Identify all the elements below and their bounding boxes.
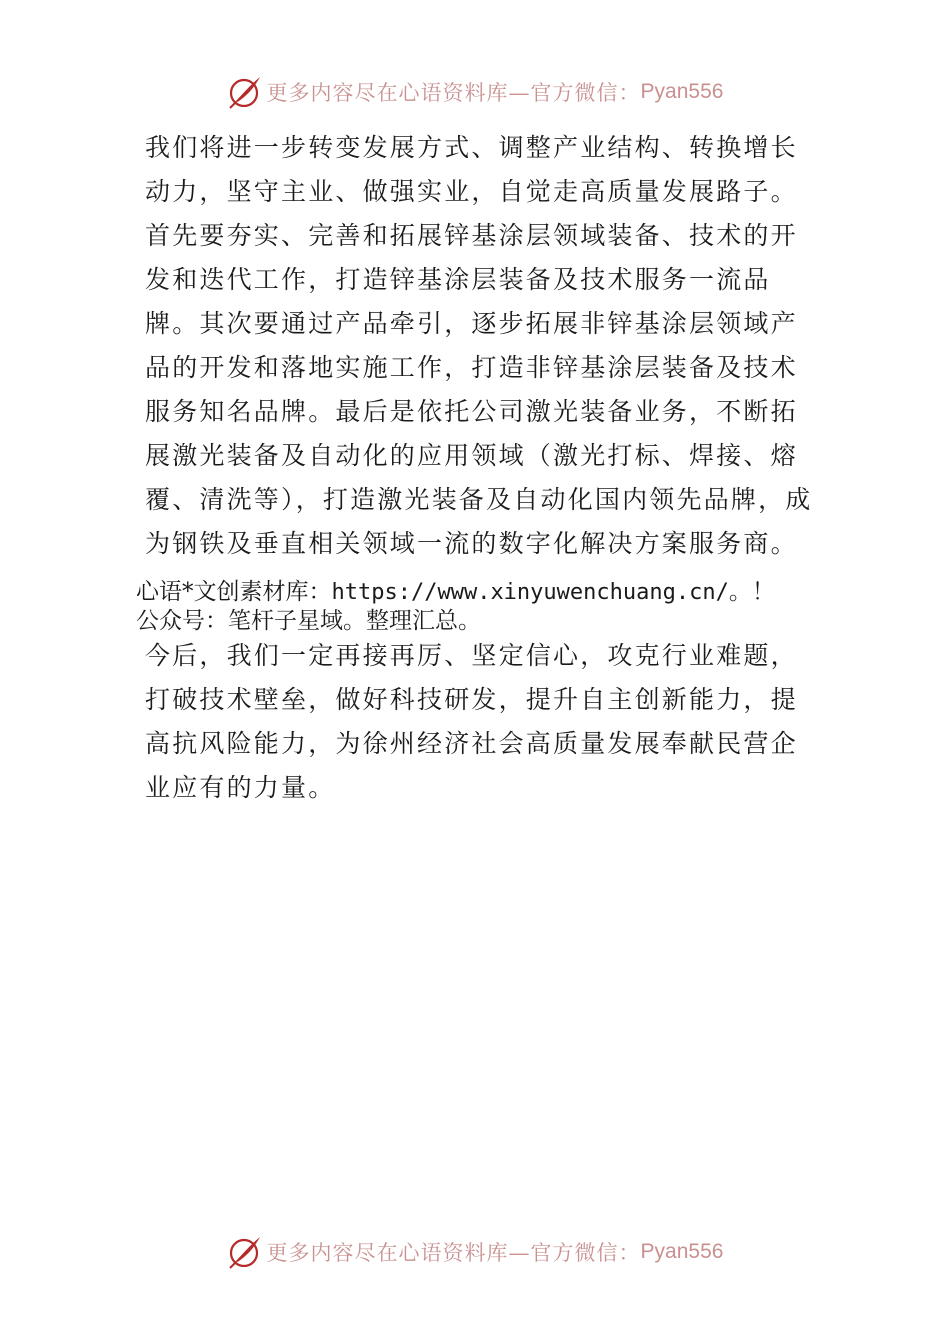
quill-logo-icon	[227, 74, 263, 110]
promo-url[interactable]: https://www.xinyuwenchuang.cn/	[331, 580, 729, 605]
paragraph-2: 今后，我们一定再接再厉、坚定信心，攻克行业难题，打破技术壁垒，做好科技研发，提升自主创新能力，提高抗风险能力，为徐州经济社会高质量发展奉献民营企业应有的力量。	[145, 641, 798, 802]
header-banner	[0, 72, 950, 112]
header-banner-text: 更多内容尽在心语资料库—官方微信：	[266, 81, 641, 105]
promo-line-2: 公众号：笔杆子星域。整理汇总。	[136, 608, 481, 634]
footer-banner	[0, 1232, 950, 1272]
promo-line-1-prefix: 心语*文创素材库：	[136, 579, 332, 605]
promo-line-1-suffix: 。！	[728, 579, 775, 605]
header-banner-handle: Pyan556	[640, 80, 724, 103]
quill-logo-icon	[227, 1234, 263, 1270]
footer-banner-handle: Pyan556	[640, 1240, 724, 1263]
paragraph-1: 我们将进一步转变发展方式、调整产业结构、转换增长动力，坚守主业、做强实业，自觉走高质量发展路子。首先要夯实、完善和拓展锌基涂层领域装备、技术的开发和迭代工作，打造锌基涂层装备及技术服务一流品牌。其次要通过产品牵引，逐步拓展非锌基涂层领域产品的开发和落地实施工作，打造非锌基涂层装备及技术服务知名品牌。最后是依托公司激光装备业务，不断拓展激光装备及自动化的应用领域（激光打标、焊接、熔覆、清洗等），打造激光装备及自动化国内领先品牌，成为钢铁及垂直相关领域一流的数字化解决方案服务商。	[145, 133, 813, 558]
footer-banner-text: 更多内容尽在心语资料库—官方微信：	[266, 1241, 641, 1265]
promo-line-1	[136, 577, 836, 608]
